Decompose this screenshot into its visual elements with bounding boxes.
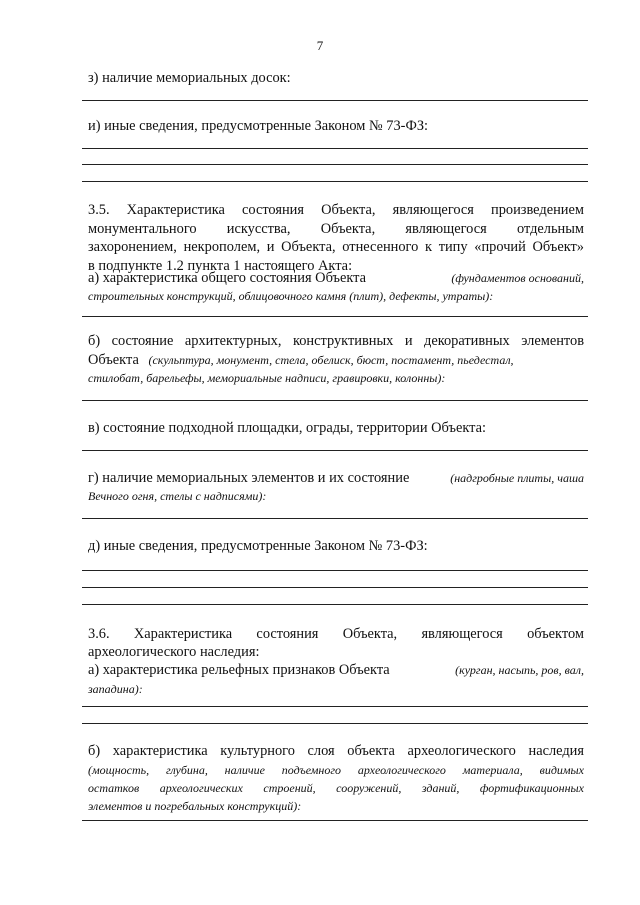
item-3-5-d-label: д) иные сведения, предусмотренные Законом № 73-ФЗ: [88, 538, 428, 554]
blank-line [82, 100, 588, 101]
item-3-5-a-note: (фундаментов оснований, [451, 271, 584, 285]
item-3-5-b-note-cont: стилобат, барельефы, мемориальные надписи, гравировки, колонны): [88, 371, 446, 385]
item-i-label: и) иные сведения, предусмотренные Законом № 73-ФЗ: [88, 118, 429, 134]
item-3-5-v-label: в) состояние подходной площадки, ограды, территории Объекта: [88, 420, 487, 436]
blank-line [82, 518, 588, 519]
blank-line [82, 723, 588, 724]
item-3-5-b-label: Объекта [88, 352, 139, 368]
blank-line [82, 604, 588, 605]
item-3-6-b-note-line3: элементов и погребальных конструкций): [88, 799, 302, 813]
section-3-6-heading-line1: 3.6. Характеристика состояния Объекта, являющегося объектом [88, 626, 584, 642]
item-3-5-b-line1: б) состояние архитектурных, конструктивных и декоративных элементов [88, 333, 584, 349]
item-3-6-a-label: а) характеристика рельефных признаков Объекта [88, 662, 390, 678]
item-3-5-a-note-cont: строительных конструкций, облицовочного камня (плит), дефекты, утраты): [88, 289, 494, 303]
blank-line [82, 316, 588, 317]
blank-line [82, 570, 588, 571]
item-3-5-g-note: (надгробные плиты, чаша [450, 471, 584, 485]
section-3-5-heading-line1: 3.5. Характеристика состояния Объекта, являющегося произведением [88, 202, 584, 218]
item-3-6-a-note-cont: западина): [88, 682, 143, 696]
item-3-6-a-note: (курган, насыпь, ров, вал, [455, 663, 584, 677]
page-number: 7 [316, 38, 324, 53]
item-3-5-b-note: (скульптура, монумент, стела, обелиск, бюст, постамент, пьедестал, [148, 353, 514, 367]
item-3-5-a [88, 268, 584, 288]
item-3-5-g [88, 468, 584, 488]
item-3-6-a [88, 660, 584, 680]
blank-line [82, 181, 588, 182]
item-3-5-g-label: г) наличие мемориальных элементов и их состояние [88, 470, 410, 486]
blank-line [82, 400, 588, 401]
blank-line [82, 706, 588, 707]
blank-line [82, 164, 588, 165]
item-3-5-a-label: а) характеристика общего состояния Объекта [88, 270, 367, 286]
section-3-5-heading-line3: захоронением, некрополем, и Объекта, отнесенного к типу «прочий Объект» [88, 239, 584, 255]
section-3-6-heading-line2: археологического наследия: [88, 644, 260, 660]
blank-line [82, 587, 588, 588]
blank-line [82, 148, 588, 149]
item-3-5-g-note-cont: Вечного огня, стелы с надписями): [88, 489, 267, 503]
item-3-5-b-line2 [88, 350, 584, 370]
section-3-5-heading-line4: в подпункте 1.2 пункта 1 настоящего Акта: [88, 258, 353, 274]
item-z-label: з) наличие мемориальных досок: [88, 70, 291, 86]
item-3-6-b-note-line2: остатков археологических строений, сооружений, зданий, фортификационных [88, 781, 584, 795]
section-3-5-heading-line2: монументального искусства, Объекта, являющегося отдельным [88, 221, 584, 237]
item-3-6-b-line1: б) характеристика культурного слоя объекта археологического наследия [88, 743, 584, 759]
blank-line [82, 450, 588, 451]
item-3-6-b-note-line1: (мощность, глубина, наличие подъемного археологического материала, видимых [88, 763, 584, 777]
blank-line [82, 820, 588, 821]
